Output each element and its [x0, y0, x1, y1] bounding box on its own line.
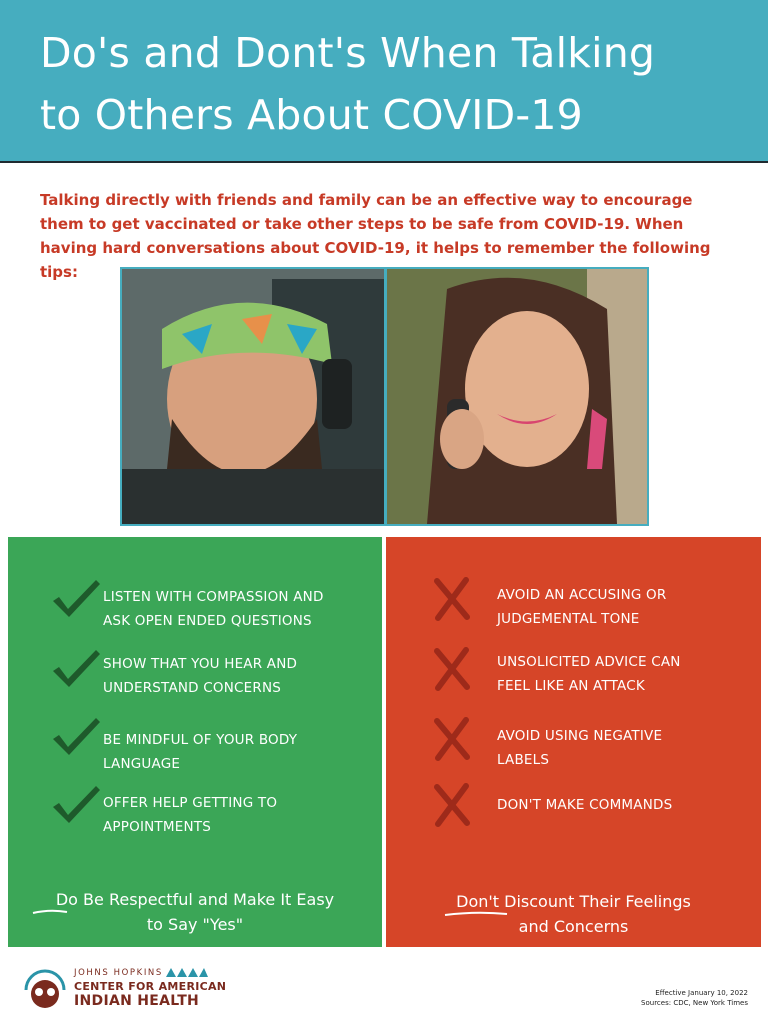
- checkmark-icon: [50, 715, 102, 757]
- dont-tip-1-line-2: JUDGEMENTAL TONE: [497, 611, 640, 627]
- page-title: [40, 22, 740, 146]
- dont-tip-2-line-1: UNSOLICITED ADVICE CAN: [497, 654, 681, 670]
- dont-tip-4-line-1: DON'T MAKE COMMANDS: [497, 797, 673, 813]
- dos-panel: [8, 537, 382, 947]
- do-tip-4: [103, 791, 277, 839]
- header-banner: [0, 0, 768, 163]
- dont-tip-2: [497, 650, 681, 698]
- dont-tip-1: [497, 583, 666, 631]
- do-tip-1-line-2: ASK OPEN ENDED QUESTIONS: [103, 613, 312, 629]
- do-tip-3: [103, 728, 297, 776]
- photo-man-on-phone: [122, 269, 384, 524]
- logo-emblem-icon: [22, 968, 68, 1012]
- photo-woman-on-phone: [387, 269, 647, 524]
- swoosh-underline-icon: [32, 909, 68, 915]
- cross-mark-icon: [432, 783, 472, 827]
- dont-tip-3-line-2: LABELS: [497, 752, 550, 768]
- photo-frame: [120, 267, 649, 526]
- checkmark-icon: [50, 647, 102, 689]
- do-tip-2: [103, 652, 297, 700]
- dont-motto-line-2: and Concerns: [518, 917, 629, 936]
- cross-mark-icon: [432, 577, 472, 621]
- checkmark-icon: [50, 783, 102, 825]
- title-line-1: Do's and Dont's When Talking: [40, 29, 656, 77]
- dont-motto: [386, 889, 761, 939]
- do-tip-2-line-1: SHOW THAT YOU HEAR AND: [103, 656, 298, 672]
- cross-mark-icon: [432, 647, 472, 691]
- logo-text-indian-health: INDIAN HEALTH: [74, 993, 200, 1009]
- dont-tip-3-line-1: AVOID USING NEGATIVE: [497, 728, 663, 744]
- dont-tip-1-line-1: AVOID AN ACCUSING OR: [497, 587, 667, 603]
- title-line-2: to Others About COVID-19: [40, 91, 583, 139]
- do-tip-2-line-2: UNDERSTAND CONCERNS: [103, 680, 282, 696]
- woman-illustration: [387, 269, 647, 524]
- donts-panel: [386, 537, 761, 947]
- do-tip-1: [103, 585, 324, 633]
- footer-note: [641, 988, 748, 1008]
- do-motto-line-2: to Say "Yes": [146, 915, 244, 934]
- logo-text-johns-hopkins: JOHNS HOPKINS: [74, 968, 163, 978]
- logo-triangles-icon: [166, 968, 208, 977]
- do-tip-1-line-1: LISTEN WITH COMPASSION AND: [103, 589, 324, 605]
- intro-paragraph: Talking directly with friends and family can be an effective way to encourage them to get vaccinated or take other steps to be safe from COVID-19. When having hard conversations about COVID-19, it helps to remember the following tips:: [40, 191, 711, 281]
- dont-tip-2-line-2: FEEL LIKE AN ATTACK: [497, 678, 645, 694]
- do-tip-3-line-2: LANGUAGE: [103, 756, 181, 772]
- cross-mark-icon: [432, 717, 472, 761]
- man-illustration: [122, 269, 384, 524]
- logo-text-center: CENTER FOR AMERICAN: [74, 980, 227, 993]
- dont-motto-line-1: Don't Discount Their Feelings: [456, 892, 691, 911]
- swoosh-underline-icon: [444, 911, 508, 917]
- dont-tip-3: [497, 724, 662, 772]
- dont-tip-4: [497, 793, 672, 817]
- checkmark-icon: [50, 577, 102, 619]
- effective-date: Effective January 10, 2022: [655, 989, 748, 997]
- do-tip-4-line-2: APPOINTMENTS: [103, 819, 211, 835]
- do-tip-3-line-1: BE MINDFUL OF YOUR BODY: [103, 732, 298, 748]
- do-motto-line-1: Do Be Respectful and Make It Easy: [55, 890, 335, 909]
- organization-logo: [22, 966, 242, 1014]
- do-tip-4-line-1: OFFER HELP GETTING TO: [103, 795, 278, 811]
- sources: Sources: CDC, New York Times: [641, 999, 748, 1007]
